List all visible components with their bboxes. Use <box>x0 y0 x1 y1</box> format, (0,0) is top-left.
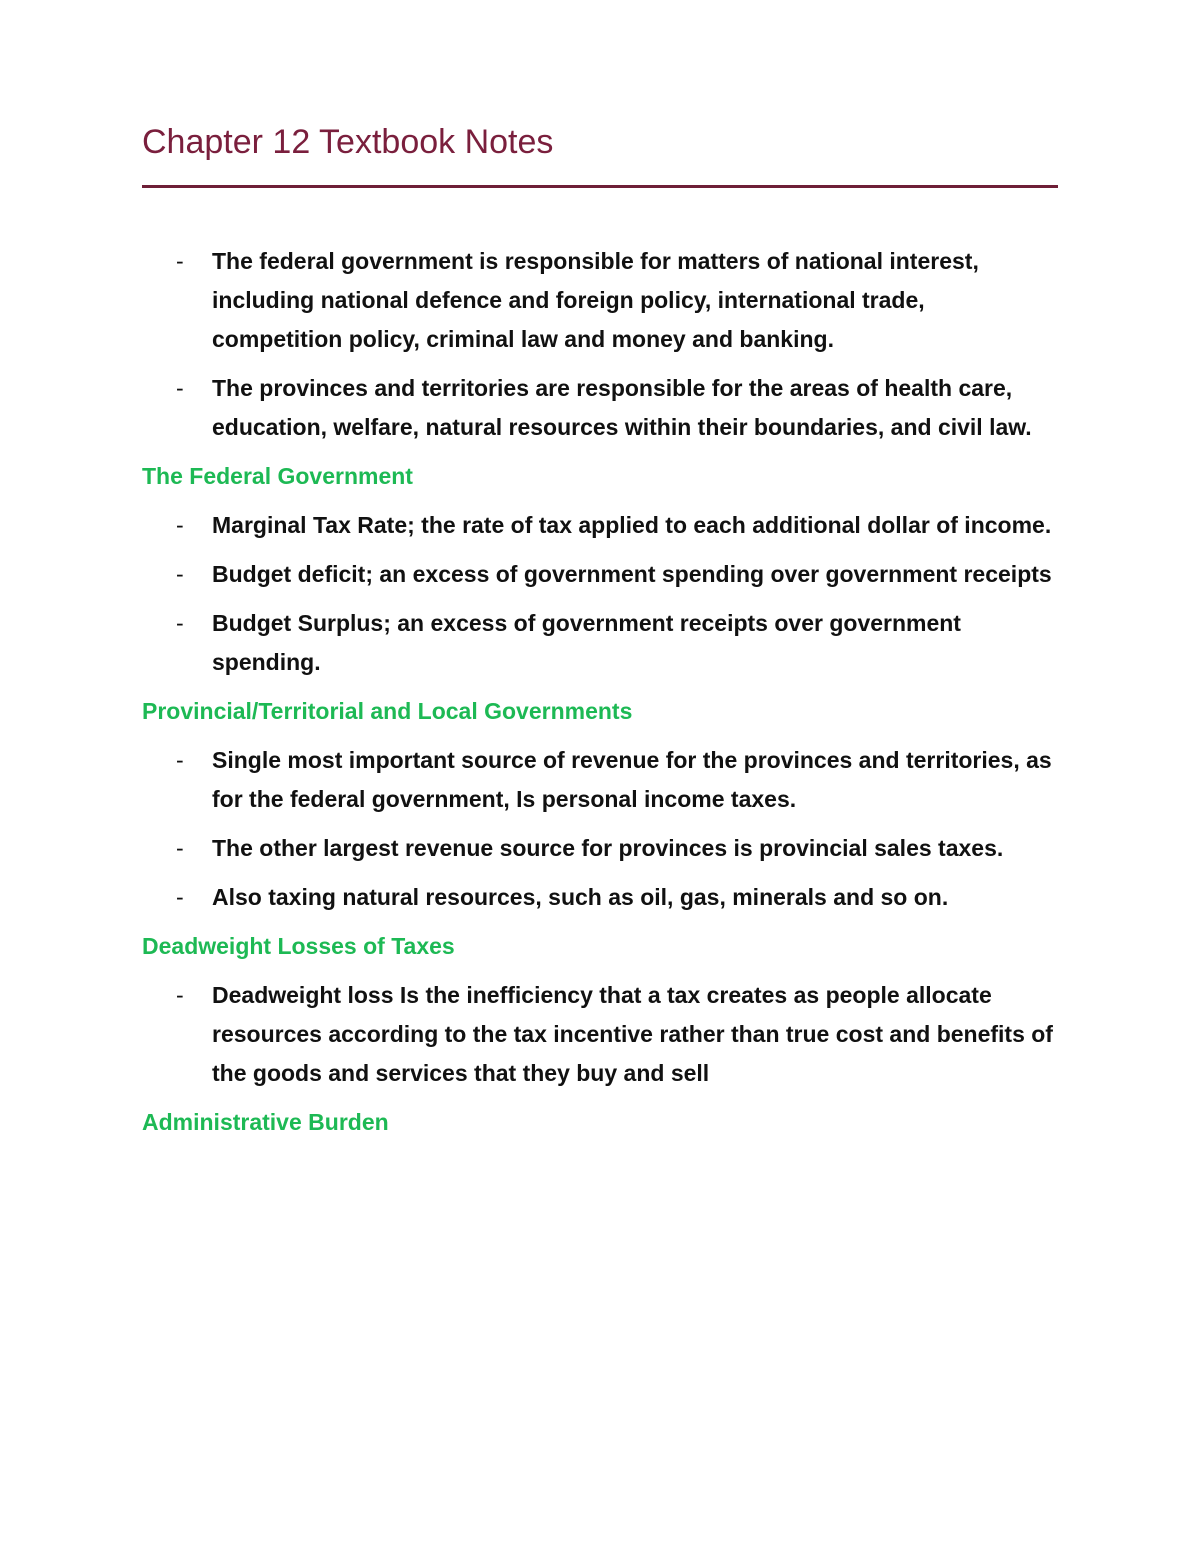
list-item-text: The federal government is responsible for matters of national interest, including national defence and foreign policy, international trade, competition policy, criminal law and money and banking. <box>212 248 979 352</box>
section-heading-administrative-burden: Administrative Burden <box>142 1109 389 1135</box>
list-item <box>142 369 1060 447</box>
provincial-territorial-list <box>142 741 1060 917</box>
list-item <box>142 829 1060 868</box>
federal-government-list <box>142 506 1060 682</box>
section-heading-provincial-territorial: Provincial/Territorial and Local Governments <box>142 698 633 724</box>
dash-bullet-icon: - <box>176 512 184 538</box>
list-item-text: Deadweight loss Is the inefficiency that a tax creates as people allocate resources according to the tax incentive rather than true cost and benefits of the goods and services that they buy and sell <box>212 982 1053 1086</box>
dash-bullet-icon: - <box>176 561 184 587</box>
list-item-text: Single most important source of revenue for the provinces and territories, as for the federal government, Is personal income taxes. <box>212 747 1052 812</box>
deadweight-losses-list <box>142 976 1060 1093</box>
intro-list <box>142 242 1060 447</box>
dash-bullet-icon: - <box>176 610 184 636</box>
list-item-text: The other largest revenue source for provinces is provincial sales taxes. <box>212 835 1004 861</box>
list-item-text: Also taxing natural resources, such as oil, gas, minerals and so on. <box>212 884 949 910</box>
list-item-text: Budget deficit; an excess of government spending over government receipts <box>212 561 1052 587</box>
page-title: Chapter 12 Textbook Notes <box>142 123 554 161</box>
list-item <box>142 555 1060 594</box>
list-item-text: Marginal Tax Rate; the rate of tax applied to each additional dollar of income. <box>212 512 1052 538</box>
list-item <box>142 242 1060 359</box>
dash-bullet-icon: - <box>176 884 184 910</box>
list-item <box>142 741 1060 819</box>
list-item <box>142 604 1060 682</box>
list-item <box>142 878 1060 917</box>
dash-bullet-icon: - <box>176 375 184 401</box>
document-body <box>142 242 1060 1152</box>
list-item-text: Budget Surplus; an excess of government receipts over government spending. <box>212 610 961 675</box>
dash-bullet-icon: - <box>176 747 184 773</box>
dash-bullet-icon: - <box>176 248 184 274</box>
list-item-text: The provinces and territories are responsible for the areas of health care, education, welfare, natural resources within their boundaries, and civil law. <box>212 375 1032 440</box>
dash-bullet-icon: - <box>176 835 184 861</box>
section-heading-federal-government: The Federal Government <box>142 463 413 489</box>
list-item <box>142 976 1060 1093</box>
list-item <box>142 506 1060 545</box>
dash-bullet-icon: - <box>176 982 184 1008</box>
section-heading-deadweight-losses: Deadweight Losses of Taxes <box>142 933 455 959</box>
title-divider <box>142 185 1058 188</box>
